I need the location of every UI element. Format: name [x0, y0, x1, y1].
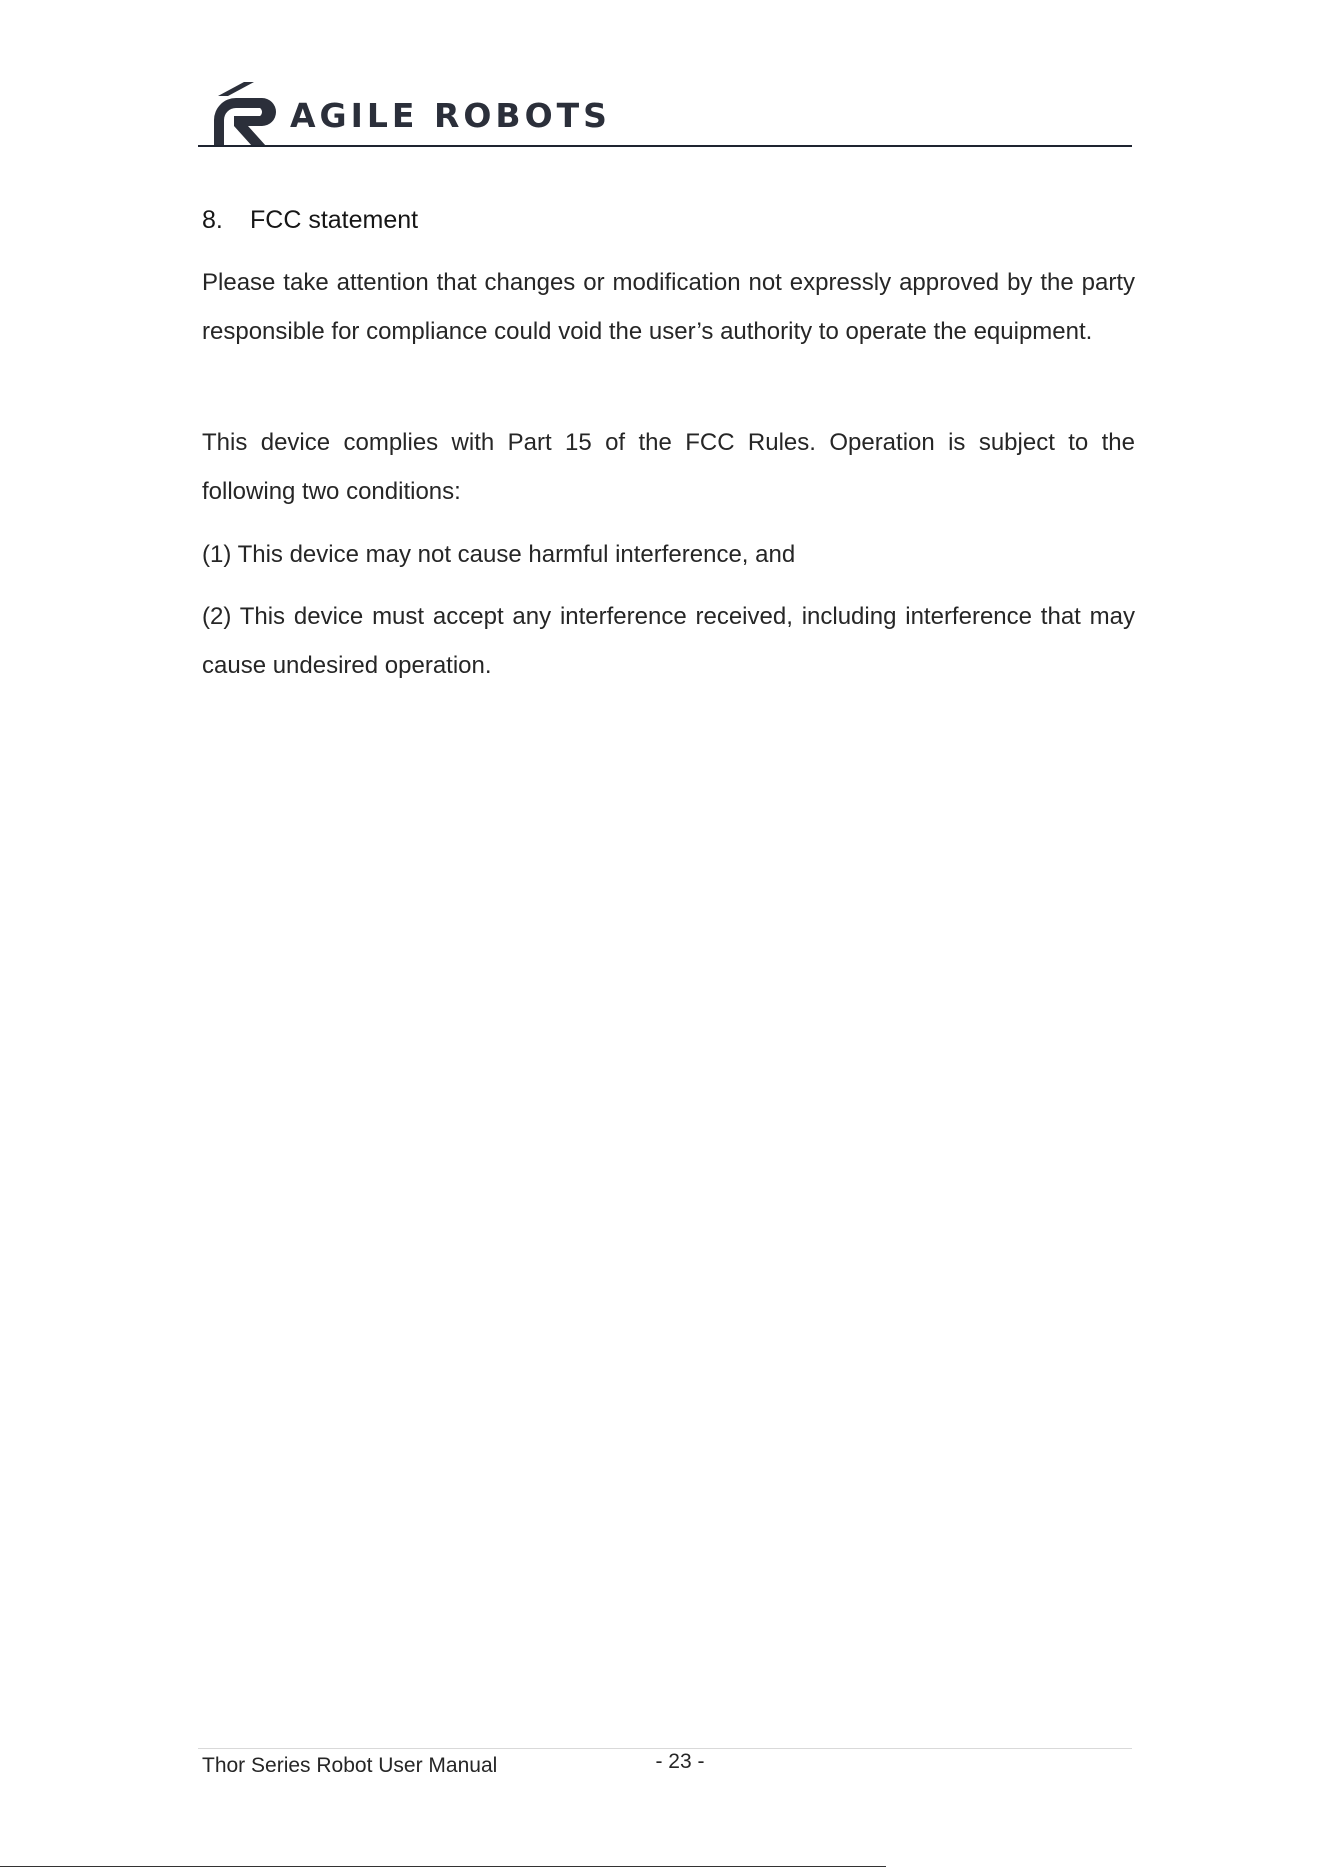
header-divider [198, 145, 1132, 147]
logo-wordmark: AGILE ROBOTS [290, 96, 611, 135]
paragraph-part15-compliance: This device complies with Part 15 of the FCC Rules. Operation is subject to the following two conditions: [202, 429, 1135, 505]
paragraph-modification-notice: Please take attention that changes or modification not expressly approved by the party responsible for compliance could void the user’s authority to operate the equipment. [202, 269, 1135, 345]
agile-robots-logo-icon [204, 80, 278, 148]
footer-divider [198, 1748, 1132, 1749]
section-title: FCC statement [250, 206, 419, 234]
paragraph-condition-1: (1) This device may not cause harmful interference, and [202, 541, 796, 568]
section-number: 8. [202, 206, 223, 234]
paragraph-condition-2: (2) This device must accept any interference received, including interference that may cause undesired operation. [202, 603, 1135, 679]
page-header [198, 74, 1132, 148]
footer-manual-title: Thor Series Robot User Manual [202, 1754, 498, 1777]
footer-page-number: - 23 - [655, 1750, 705, 1773]
bottom-edge-line [0, 1866, 886, 1867]
section-heading [202, 206, 418, 235]
